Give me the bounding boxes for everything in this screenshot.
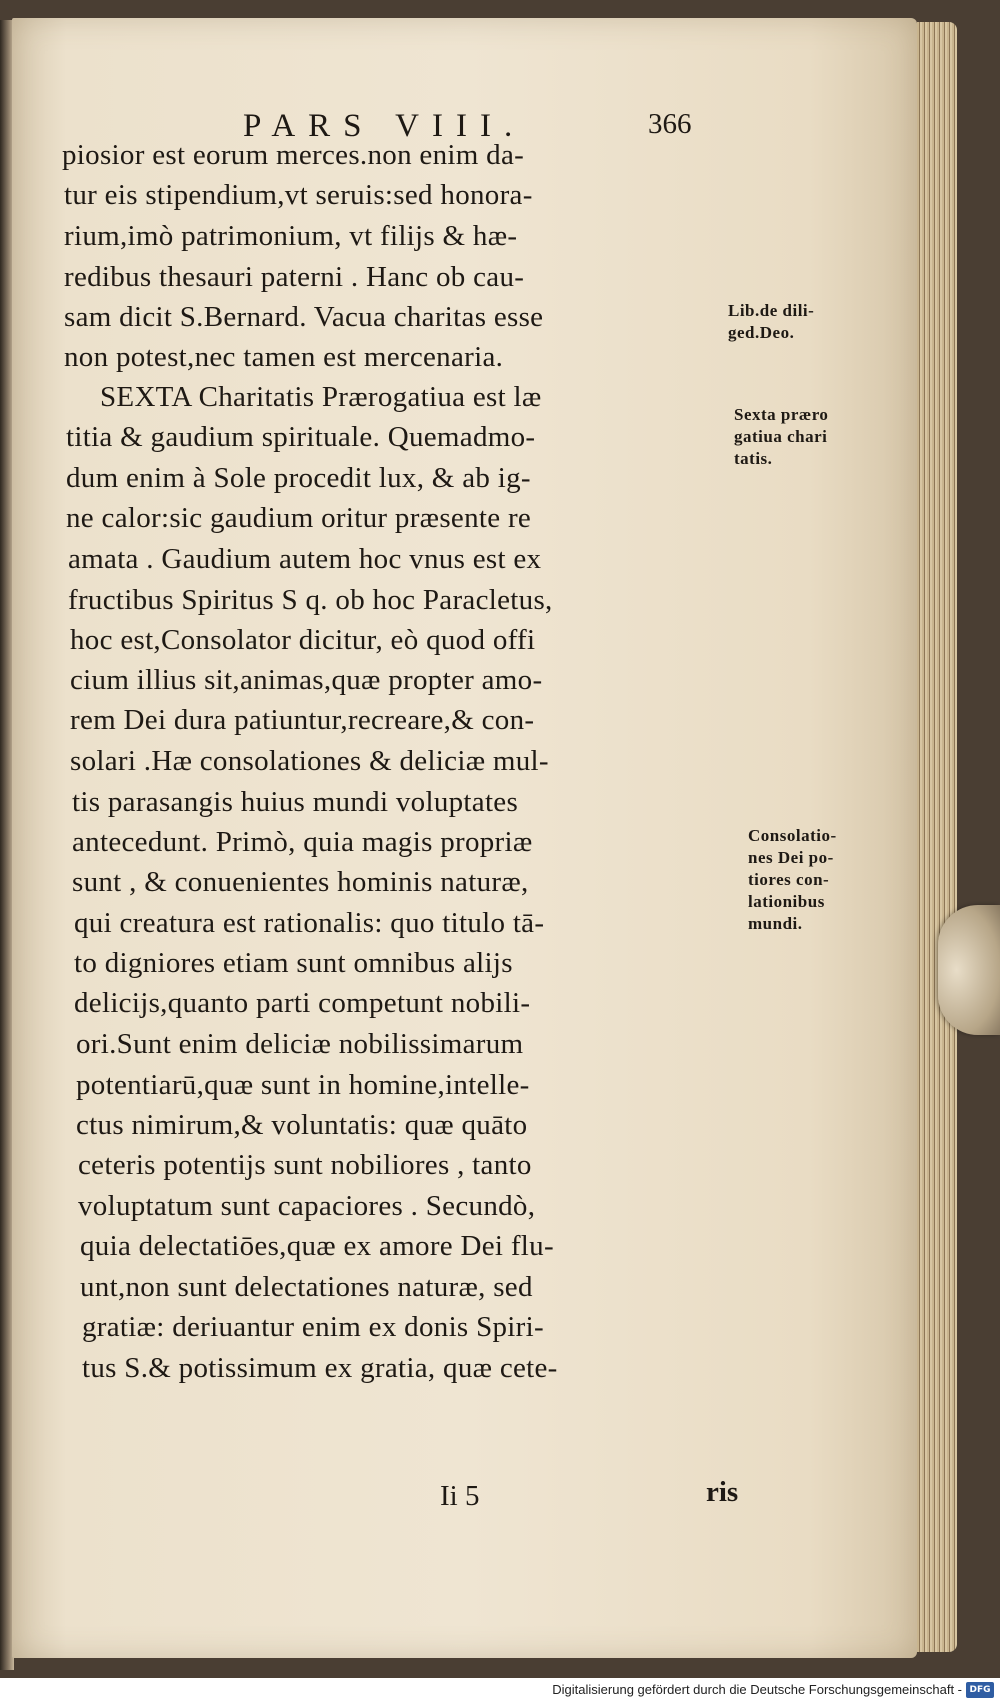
text-line: redibus thesauri paterni . Hanc ob cau- [64,261,525,293]
text-line: rem Dei dura patiuntur,recreare,& con- [70,704,535,736]
footer-bar [0,1678,1000,1703]
text-line: SEXTA Charitatis Prærogatiua est læ [100,381,542,413]
running-header-title: PARS VIII. [243,108,526,144]
text-line: delicijs,quanto parti competunt nobili- [74,987,531,1019]
text-line: rium,imò patrimonium, vt filijs & hæ- [64,220,518,252]
text-line: voluptatum sunt capaciores . Secundò, [78,1190,536,1222]
text-line: piosior est eorum merces.non enim da- [62,139,525,171]
text-line: gratiæ: deriuantur enim ex donis Spiri- [82,1311,544,1343]
margin-note-line: tiores con- [748,870,830,889]
text-line: ctus nimirum,& voluntatis: quæ quāto [76,1109,528,1141]
text-line: quia delectatiōes,quæ ex amore Dei flu- [80,1230,554,1262]
catchword: ris [706,1476,739,1508]
margin-note-line: Sexta præro [734,405,829,424]
book-clasp [938,905,1000,1035]
text-line: to digniores etiam sunt omnibus alijs [74,947,513,979]
text-line: potentiarū,quæ sunt in homine,intelle- [76,1069,530,1101]
margin-note-line: mundi. [748,914,803,933]
dfg-logo: DFG [966,1682,994,1698]
text-line: tis parasangis huius mundi voluptates [72,786,519,818]
margin-note-line: Lib.de dili- [728,301,815,320]
text-line: antecedunt. Primò, quia magis propriæ [72,826,533,858]
text-line: dum enim à Sole procedit lux, & ab ig- [66,462,531,494]
text-line: ne calor:sic gaudium oritur præsente re [66,502,532,534]
margin-note-line: lationibus [748,892,825,911]
text-line: tus S.& potissimum ex gratia, quæ cete- [82,1352,558,1384]
margin-note-line: nes Dei po- [748,848,834,867]
funding-credit: Digitalisierung gefördert durch die Deutsche Forschungsgemeinschaft - [552,1682,962,1697]
text-line: cium illius sit,animas,quæ propter amo- [70,664,543,696]
text-line: unt,non sunt delectationes naturæ, sed [80,1271,533,1303]
text-line: ceteris potentijs sunt nobiliores , tanto [78,1149,532,1181]
text-line: titia & gaudium spirituale. Quemadmo- [66,421,536,453]
text-line: non potest,nec tamen est mercenaria. [64,341,504,373]
text-line: solari .Hæ consolationes & deliciæ mul- [70,745,549,777]
signature-mark: Ii 5 [440,1480,480,1512]
text-line: qui creatura est rationalis: quo titulo tā- [74,907,545,939]
margin-note-line: Consolatio- [748,826,837,845]
text-line: sunt , & conuenientes hominis naturæ, [72,866,529,898]
text-line: tur eis stipendium,vt seruis:sed honora- [64,179,533,211]
margin-note-line: tatis. [734,449,773,468]
margin-note-line: ged.Deo. [728,323,795,342]
text-line: ori.Sunt enim deliciæ nobilissimarum [76,1028,524,1060]
text-line: sam dicit S.Bernard. Vacua charitas esse [64,301,544,333]
text-line: amata . Gaudium autem hoc vnus est ex [68,543,542,575]
margin-note-line: gatiua chari [734,427,828,446]
text-line: hoc est,Consolator dicitur, eò quod offi [70,624,536,656]
page-number: 366 [648,108,692,140]
page-fore-edge [917,22,957,1652]
text-line: fructibus Spiritus S q. ob hoc Paracletus, [68,584,553,616]
